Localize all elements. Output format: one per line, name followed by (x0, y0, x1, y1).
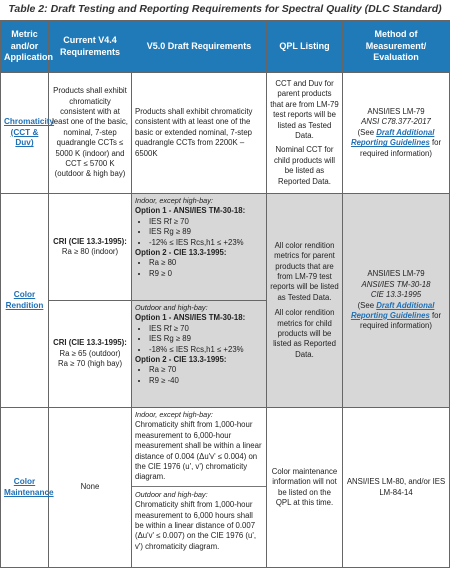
row-color-rendition-indoor (1, 194, 450, 301)
chromaticity-v44: Products shall exhibit chromaticity consistent with at least one of the basic, nominal, 7-step quadrangle CCTs ≤ 5000 K (indoor) and CCT ≤ 5700 K (outdoor & high bay) (49, 73, 132, 194)
cr-method-4: (See (357, 300, 377, 310)
list-item: • R9 ≥ 0 (149, 269, 263, 279)
list-item: • Ra ≥ 70 (149, 365, 263, 375)
metric-chromaticity (1, 73, 55, 194)
color-rendition-v50-indoor (132, 194, 267, 301)
indoor-opt1-list (135, 217, 263, 248)
color-rendition-qpl-1: All color rendition metrics for parent products that are from LM-79 test reports will be listed as Tested Data. (270, 240, 339, 302)
cm-outdoor-label: Outdoor and high-bay: (135, 489, 208, 499)
cri-outdoor-val1: Ra ≥ 65 (outdoor) (59, 348, 121, 358)
chromaticity-method-2: ANSI C78.377-2017 (361, 117, 431, 127)
cri-indoor-val: Ra ≥ 80 (indoor) (61, 247, 119, 256)
outdoor-opt2: Option 2 - CIE 13.3-1995: (135, 355, 227, 365)
cr-method-3: CIE 13.3-1995 (370, 290, 422, 300)
cri-indoor-title: CRI (CIE 13.3-1995): (53, 236, 127, 246)
indoor-opt2-list (135, 258, 263, 279)
list-item: • IES Rg ≥ 89 (149, 227, 263, 237)
chromaticity-v50: Products shall exhibit chromaticity consistent with at least one of the basic or extended nominal, 7-step quadrangle CCTs from 2200K – 6500K (132, 73, 267, 194)
cr-method-5: for required information) (360, 310, 442, 331)
header-row (1, 21, 450, 73)
chromaticity-method (343, 73, 450, 194)
cr-method-2: ANSI/IES TM-30-18 (361, 279, 431, 289)
requirements-table (0, 20, 450, 568)
header-v50: V5.0 Draft Requirements (132, 21, 267, 73)
outdoor-opt2-list (135, 365, 263, 386)
list-item: • IES Rg ≥ 89 (149, 334, 263, 344)
color-rendition-v44-indoor (49, 194, 132, 301)
chromaticity-method-3: (See (357, 127, 377, 137)
indoor-opt2: Option 2 - CIE 13.3-1995: (135, 248, 227, 258)
outdoor-label: Outdoor and high-bay: (135, 303, 208, 312)
row-chromaticity (1, 73, 450, 194)
chromaticity-qpl-2: Nominal CCT for child products will be listed as Reported Data. (273, 145, 336, 186)
divider (132, 486, 266, 487)
color-maintenance-link[interactable]: Color Maintenance (4, 477, 54, 497)
chromaticity-guidelines-link[interactable]: Draft Additional Reporting Guidelines (350, 127, 435, 148)
row-color-maintenance (1, 408, 450, 568)
chromaticity-qpl-1: CCT and Duv for parent products that are from LM-79 test reports will be listed as Tested Data. (270, 78, 339, 140)
indoor-label: Indoor, except high-bay: (135, 196, 213, 205)
cr-guidelines-link[interactable]: Draft Additional Reporting Guidelines (350, 300, 435, 320)
list-item: • IES Rf ≥ 70 (149, 324, 263, 334)
color-maintenance-method: ANSI/IES LM-80, and/or IES LM-84-14 (343, 408, 450, 568)
header-v44: Current V4.4 Requirements (49, 21, 132, 73)
list-item: • -18% ≤ IES Rcs,h1 ≤ +23% (149, 345, 263, 355)
metric-color-rendition (1, 194, 49, 408)
color-maintenance-v50 (132, 408, 267, 568)
list-item: • R9 ≥ -40 (149, 376, 263, 386)
chromaticity-method-4: for required information) (360, 138, 442, 158)
color-rendition-v44-outdoor (49, 301, 132, 408)
color-rendition-qpl (267, 194, 343, 408)
list-item: • IES Rf ≥ 70 (149, 217, 263, 227)
cri-outdoor-title: CRI (CIE 13.3-1995): (53, 338, 127, 348)
header-method: Method of Measurement/ Evaluation (343, 21, 450, 73)
table-title: Table 2: Draft Testing and Reporting Requirements for Spectral Quality (DLC Standard) (8, 3, 442, 15)
outdoor-opt1: Option 1 - ANSI/IES TM-30-18: (135, 313, 246, 323)
cri-outdoor-val2: Ra ≥ 70 (high bay) (57, 359, 123, 369)
cm-indoor-text: Chromaticity shift from 1,000-hour measurement to 6,000-hour measurement shall be within a linear distance of 0.004 (Δu'v' ≤ 0.004) on the CIE 1976 (u', v') chromaticity diagram. (135, 420, 262, 482)
cm-outdoor-text: Chromaticity shift from 1,000-hour measurement to 6,000 hours shall be within a linear distance of 0.007 (Δu'v' ≤ 0.007) on the CIE 1976 (u', v') chromaticity diagram. (135, 500, 257, 551)
color-maintenance-qpl: Color maintenance information will not be listed on the QPL at this time. (267, 408, 343, 568)
chromaticity-qpl (267, 73, 343, 194)
list-item: • -12% ≤ IES Rcs,h1 ≤ +23% (149, 238, 263, 248)
chromaticity-sub-link[interactable]: (CCT & Duv) (10, 127, 39, 148)
outdoor-opt1-list (135, 324, 263, 355)
cm-indoor-label: Indoor, except high-bay: (135, 410, 213, 419)
cr-method-1: ANSI/IES LM-79 (367, 269, 425, 279)
indoor-opt1: Option 1 - ANSI/IES TM-30-18: (135, 206, 246, 216)
header-qpl: QPL Listing (267, 21, 343, 73)
header-metric: Metric and/or Application (1, 21, 49, 73)
chromaticity-method-1: ANSI/IES LM-79 (367, 106, 425, 116)
metric-color-maintenance (1, 408, 54, 568)
color-rendition-link[interactable]: Color Rendition (5, 290, 44, 310)
color-rendition-v50-outdoor (132, 301, 267, 408)
color-rendition-qpl-2: All color rendition metrics for child products will be listed as Reported Data. (273, 308, 336, 359)
color-rendition-method (343, 194, 450, 408)
color-maintenance-v44: None (49, 408, 132, 568)
list-item: • Ra ≥ 80 (149, 258, 263, 268)
chromaticity-link[interactable]: Chromaticity (4, 117, 55, 127)
